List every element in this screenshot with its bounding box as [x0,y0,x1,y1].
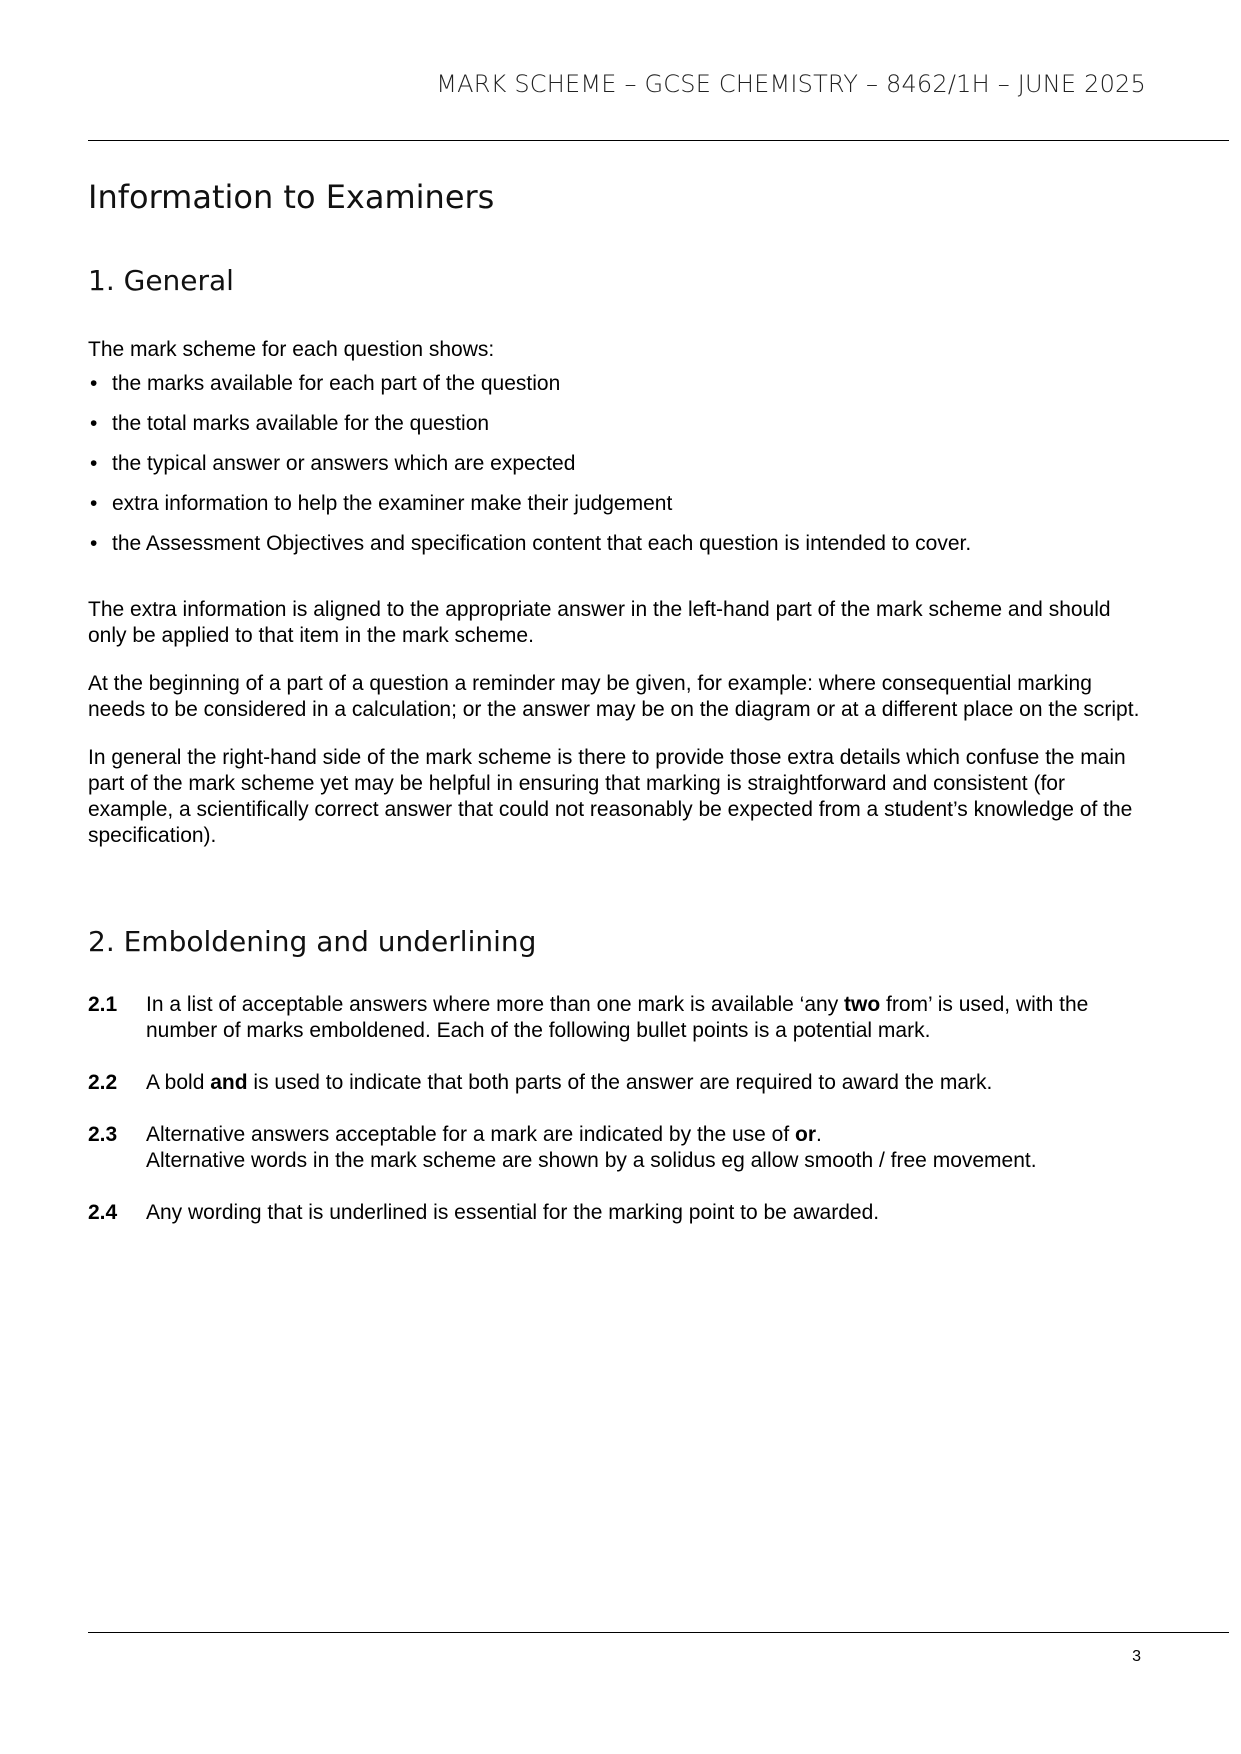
item-number: 2.4 [88,1201,118,1224]
paragraph: The extra information is aligned to the appropriate answer in the left-hand part of the mark scheme and should only be applied to that item in the mark scheme. [88,598,1111,647]
header-rule [88,140,1229,141]
page-content [88,178,1148,1252]
footer-rule [88,1632,1229,1633]
bullet-icon: • [90,372,98,395]
running-header: MARK SCHEME – GCSE CHEMISTRY – 8462/1H – JUNE 2025 [436,70,1146,98]
page-title: Information to Examiners [88,178,495,216]
item-text: Alternative answers acceptable for a mark are indicated by the use of or. Alternative words in the mark scheme are shown by a solidus eg allow smooth / free movement. [146,1123,1037,1172]
item-number: 2.2 [88,1071,118,1094]
item-number: 2.3 [88,1123,118,1146]
bullet-list [88,371,1148,557]
list-item [88,1122,1148,1174]
section-1-intro: The mark scheme for each question shows: [88,338,495,361]
list-item: • the Assessment Objectives and specification content that each question is intended to cover. [90,532,972,555]
list-item: • the typical answer or answers which are expected [90,452,576,475]
section-2-heading: 2. Emboldening and underlining [88,925,537,958]
bullet-icon: • [90,412,98,435]
list-item [88,992,1148,1044]
list-item: • extra information to help the examiner make their judgement [90,492,673,515]
bullet-icon: • [90,452,98,475]
list-item: • the total marks available for the question [90,412,490,435]
paragraph: In general the right-hand side of the mark scheme is there to provide those extra details which confuse the main part of the mark scheme yet may be helpful in ensuring that marking is straightforward and consistent (for example, a scientifically correct answer that could not reasonably be expected from a student’s knowledge of the specification). [88,746,1133,847]
page-number: 3 [1132,1648,1141,1665]
item-text: A bold and is used to indicate that both parts of the answer are required to award the mark. [146,1071,993,1094]
numbered-list [88,992,1148,1226]
section-1-heading: 1. General [88,264,234,297]
item-text: In a list of acceptable answers where more than one mark is available ‘any two from’ is used, with the number of marks emboldened. Each of the following bullet points is a potential mark. [146,993,1089,1042]
item-text: Any wording that is underlined is essential for the marking point to be awarded. [146,1201,880,1224]
list-item [88,1070,1148,1096]
paragraph: At the beginning of a part of a question a reminder may be given, for example: where consequential marking needs to be considered in a calculation; or the answer may be on the diagram or at a different place on the script. [88,672,1140,721]
item-number: 2.1 [88,993,118,1016]
list-item: • the marks available for each part of the question [90,372,561,395]
bullet-icon: • [90,492,98,515]
bullet-icon: • [90,532,98,555]
list-item [88,1200,1148,1226]
